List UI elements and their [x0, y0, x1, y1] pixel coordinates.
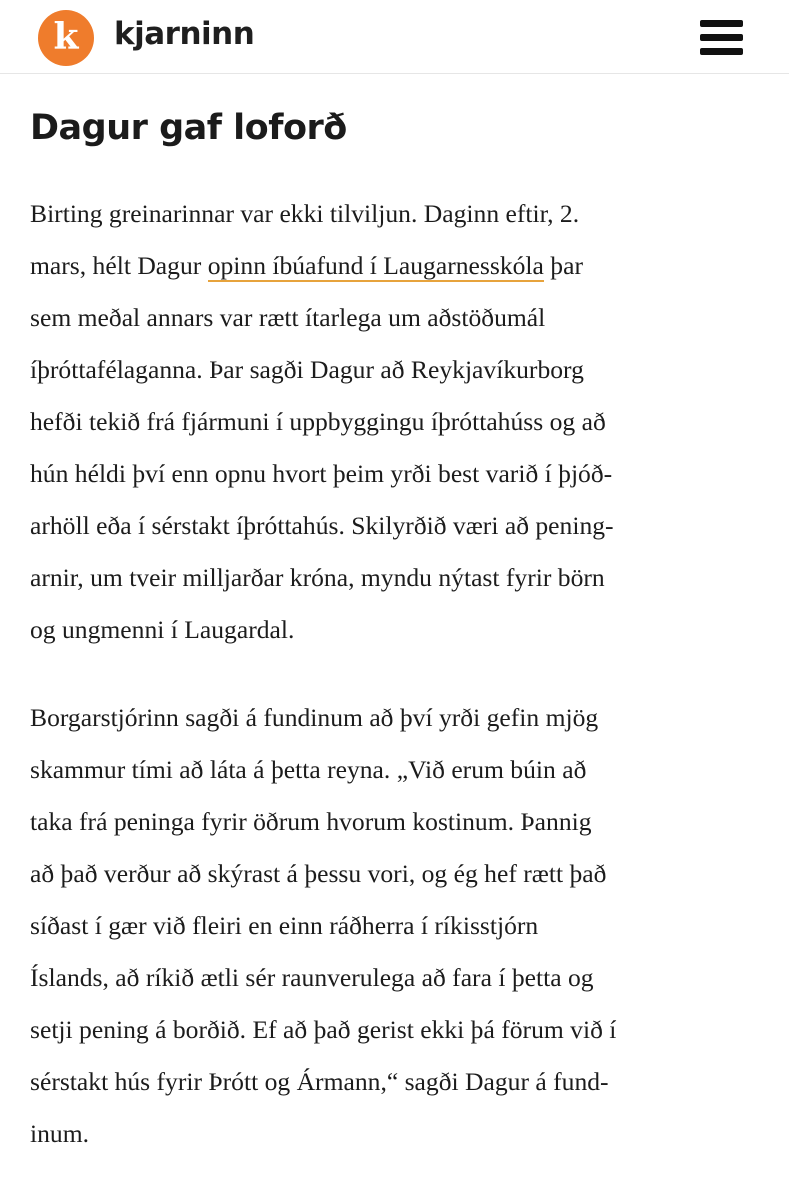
text-line: sem meðal annars var rætt ítarlega um aðstöðumál — [30, 303, 546, 332]
meeting-link[interactable]: opinn íbúafund í Laugarnesskóla — [207, 251, 544, 280]
text-line: að það verður að skýrast á þessu vori, og ég hef rætt það — [30, 859, 607, 888]
text-line: Íslands, að ríkið ætli sér raunverulega að fara í þetta og — [30, 963, 594, 992]
text-line: skammur tími að láta á þetta reyna. „Við erum búin að — [30, 755, 587, 784]
text-line: inum. — [30, 1119, 90, 1148]
text-line: setji pening á borðið. Ef að það gerist ekki þá förum við í — [30, 1015, 617, 1044]
text-line: Birting greinarinnar var ekki tilviljun. Daginn eftir, 2. — [30, 199, 580, 228]
text-segment: mars, hélt Dagur — [30, 251, 208, 280]
menu-bar — [700, 20, 743, 27]
text-line: sérstakt hús fyrir Þrótt og Ármann,“ sagði Dagur á fund- — [30, 1067, 609, 1096]
text-line: Borgarstjórinn sagði á fundinum að því yrði gefin mjög — [30, 703, 599, 732]
text-line: arhöll eða í sérstakt íþróttahús. Skilyrðið væri að pening- — [30, 511, 614, 540]
article-paragraph-2 — [30, 692, 760, 1160]
site-name[interactable]: kjarninn — [114, 16, 255, 52]
hamburger-menu-icon[interactable] — [700, 20, 743, 56]
text-line: síðast í gær við fleiri en einn ráðherra í ríkisstjórn — [30, 911, 539, 940]
text-line: hún héldi því enn opnu hvort þeim yrði best varið í þjóð- — [30, 459, 613, 488]
article-paragraph-1 — [30, 188, 760, 656]
text-line: íþróttafélaganna. Þar sagði Dagur að Reykjavíkurborg — [30, 355, 584, 384]
text-line — [30, 240, 760, 292]
menu-bar — [700, 48, 743, 55]
section-heading: Dagur gaf loforð — [30, 108, 347, 148]
site-header — [0, 0, 789, 74]
text-line: og ungmenni í Laugardal. — [30, 615, 295, 644]
text-line: taka frá peninga fyrir öðrum hvorum kostinum. Þannig — [30, 807, 592, 836]
text-line: hefði tekið frá fjármuni í uppbyggingu íþróttahúss og að — [30, 407, 606, 436]
menu-bar — [700, 34, 743, 41]
site-logo[interactable]: k — [38, 10, 94, 66]
text-line: arnir, um tveir milljarðar króna, myndu nýtast fyrir börn — [30, 563, 605, 592]
text-segment: þar — [543, 251, 583, 280]
